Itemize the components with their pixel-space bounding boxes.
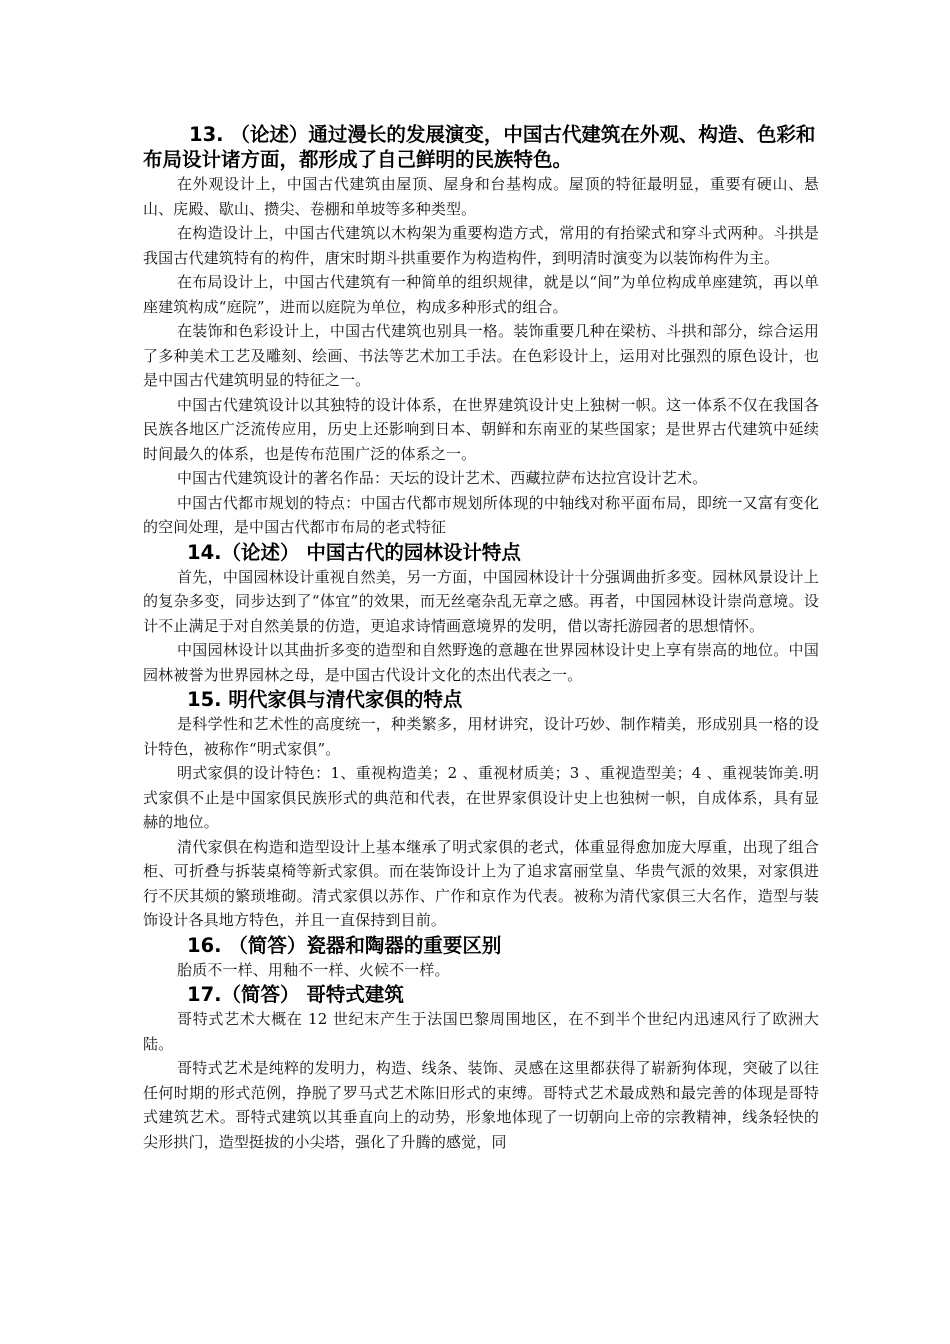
paragraph: 中国古代建筑设计的著名作品：天坛的设计艺术、西藏拉萨布达拉宫设计艺术。	[177, 469, 708, 487]
paragraph: 哥特式艺术是纯粹的发明力，构造、线条、装饰、灵感在这里都获得了崭新狗体现，突破了以往任何时期的形式范例，挣脱了罗马式艺术陈旧形式的束缚。哥特式艺术最成熟和最完善的体现是哥特式建筑艺术。哥特式建筑以其垂直向上的动势，形象地体现了一切朝向上帝的宗教精神，线条轻快的尖形拱门，造型挺拔的小尖塔，强化了升腾的感觉，同	[143, 1059, 819, 1151]
section-heading-15: 15. 明代家俱与清代家俱的特点	[187, 688, 463, 711]
paragraph: 哥特式艺术大概在 12 世纪末产生于法国巴黎周围地区，在不到半个世纪内迅速风行了欧洲大陆。	[143, 1010, 819, 1053]
paragraph: 中国园林设计以其曲折多变的造型和自然野逸的意趣在世界园林设计史上享有崇高的地位。中国园林被誉为世界园林之母，是中国古代设计文化的杰出代表之一。	[143, 641, 819, 684]
paragraph: 首先，中国园林设计重视自然美，另一方面，中国园林设计十分强调曲折多变。园林风景设计上的复杂多变，同步达到了“体宜”的效果，而无丝毫杂乱无章之感。再者，中国园林设计崇尚意境。设计不止满足于对自然美景的仿造，更追求诗情画意境界的发明，借以寄托游园者的思想情怀。	[143, 567, 819, 635]
section-heading-17: 17.（简答） 哥特式建筑	[187, 983, 404, 1006]
section-heading-16: 16. （简答）瓷器和陶器的重要区别	[187, 933, 502, 957]
paragraph: 是科学性和艺术性的高度统一，种类繁多，用材讲究，设计巧妙、制作精美，形成别具一格的设计特色，被称作“明式家俱”。	[143, 715, 819, 758]
paragraph: 中国古代建筑设计以其独特的设计体系，在世界建筑设计史上独树一帜。这一体系不仅在我国各民族各地区广泛流传应用，历史上还影响到日本、朝鲜和东南亚的某些国家；是世界古代建筑中延续时间最久的体系，也是传布范围广泛的体系之一。	[143, 395, 819, 463]
section-heading-14: 14.（论述） 中国古代的园林设计特点	[187, 540, 521, 564]
paragraph: 清代家俱在构造和造型设计上基本继承了明式家俱的老式，体重显得愈加庞大厚重，出现了组合柜、可折叠与拆装桌椅等新式家俱。而在装饰设计上为了追求富丽堂皇、华贵气派的效果，对家俱进行不厌其烦的繁琐堆砌。清式家俱以苏作、广作和京作为代表。被称为清代家俱三大名作，造型与装饰设计各具地方特色，并且一直保持到目前。	[143, 837, 819, 929]
paragraph: 胎质不一样、用釉不一样、火候不一样。	[177, 960, 450, 979]
paragraph: 在构造设计上，中国古代建筑以木构架为重要构造方式，常用的有抬梁式和穿斗式两种。斗拱是我国古代建筑特有的构件，唐宋时期斗拱重要作为构造构件，到明清时演变为以装饰构件为主。	[143, 224, 819, 267]
paragraph: 在布局设计上，中国古代建筑有一种简单的组织规律，就是以“间”为单位构成单座建筑，再以单座建筑构成“庭院”，进而以庭院为单位，构成多种形式的组合。	[143, 273, 819, 316]
section-heading-13: 13. （论述）通过漫长的发展演变，中国古代建筑在外观、构造、色彩和布局设计诸方面，都形成了自己鲜明的民族特色。	[143, 123, 816, 171]
document-body	[143, 122, 819, 1154]
paragraph: 在外观设计上，中国古代建筑由屋顶、屋身和台基构成。屋顶的特征最明显，重要有硬山、悬山、庑殿、歇山、攒尖、卷棚和单坡等多种类型。	[143, 175, 819, 218]
paragraph: 中国古代都市规划的特点：中国古代都市规划所体现的中轴线对称平面布局，即统一又富有变化的空间处理，是中国古代都市布局的老式特征	[143, 493, 819, 536]
paragraph: 在装饰和色彩设计上，中国古代建筑也别具一格。装饰重要几种在梁枋、斗拱和部分，综合运用了多种美术工艺及雕刻、绘画、书法等艺术加工手法。在色彩设计上，运用对比强烈的原色设计，也是中国古代建筑明显的特征之一。	[143, 322, 819, 389]
paragraph: 明式家俱的设计特色：1、重视构造美；2 、重视材质美；3 、重视造型美；4 、重视装饰美.明式家俱不止是中国家俱民族形式的典范和代表，在世界家俱设计史上也独树一帜，自成体系，具有显赫的地位。	[143, 764, 819, 831]
